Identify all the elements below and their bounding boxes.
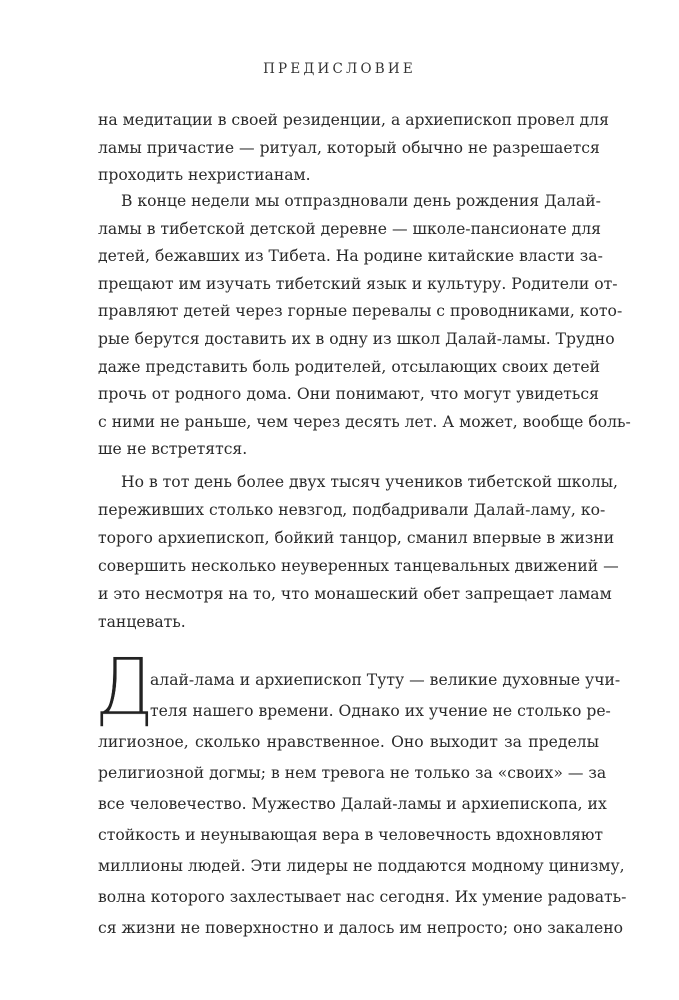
text-line: ся жизни не поверхностно и далось им непросто; оно закалено	[98, 919, 623, 937]
text-line: детей, бежавших из Тибета. На родине китайские власти за-	[98, 247, 603, 266]
text-line: совершить несколько неуверенных танцевальных движений —	[98, 557, 619, 575]
text-line: прочь от родного дома. Они понимают, что могут увидеться	[98, 385, 599, 404]
text-line: рые берутся доставить их в одну из школ Далай-ламы. Трудно	[98, 330, 615, 348]
text-line: торого архиепископ, бойкий танцор, сманил впервые в жизни	[98, 529, 615, 547]
text-line: прещают им изучать тибетский язык и культуру. Родители от-	[98, 274, 618, 293]
text-line: теля нашего времени. Однако их учение не столько ре-	[150, 702, 611, 720]
text-line: проходить нехристианам.	[98, 166, 311, 185]
text-line: волна которого захлестывает нас сегодня. Их умение радовать-	[98, 888, 627, 906]
running-head: ПРЕДИСЛОВИЕ	[263, 61, 416, 77]
text-line: Но в тот день более двух тысяч учеников тибетской школы,	[121, 473, 618, 491]
text-line: танцевать.	[98, 613, 186, 631]
drop-cap: Д	[94, 643, 155, 733]
text-line: ламы причастие — ритуал, который обычно не разрешается	[98, 138, 600, 157]
text-line: религиозной догмы; в нем тревога не только за «своих» — за	[98, 764, 607, 782]
text-line: ше не встретятся.	[98, 440, 248, 459]
text-line: стойкость и неунывающая вера в человечность вдохновляют	[98, 826, 604, 844]
text-line: все человечество. Мужество Далай-ламы и архиепископа, их	[98, 795, 607, 813]
text-line: переживших столько невзгод, подбадривали Далай-ламу, ко-	[98, 501, 606, 519]
text-line: даже представить боль родителей, отсылающих своих детей	[98, 357, 601, 376]
text-line: на медитации в своей резиденции, а архиепископ провел для	[98, 111, 609, 129]
text-line: миллионы людей. Эти лидеры не поддаются модному цинизму,	[98, 857, 625, 875]
text-line: ламы в тибетской детской деревне — школе-пансионате для	[98, 219, 602, 238]
text-line: лигиозное, сколько нравственное. Оно выходит за пределы	[98, 733, 599, 751]
text-line: В конце недели мы отпраздновали день рождения Далай-	[121, 192, 601, 210]
text-line: правляют детей через горные перевалы с проводниками, кото-	[98, 302, 623, 321]
text-line: алай-лама и архиепископ Туту — великие духовные учи-	[150, 671, 621, 689]
text-line: с ними не раньше, чем через десять лет. А может, вообще боль-	[98, 412, 631, 431]
text-line: и это несмотря на то, что монашеский обет запрещает ламам	[98, 585, 612, 603]
